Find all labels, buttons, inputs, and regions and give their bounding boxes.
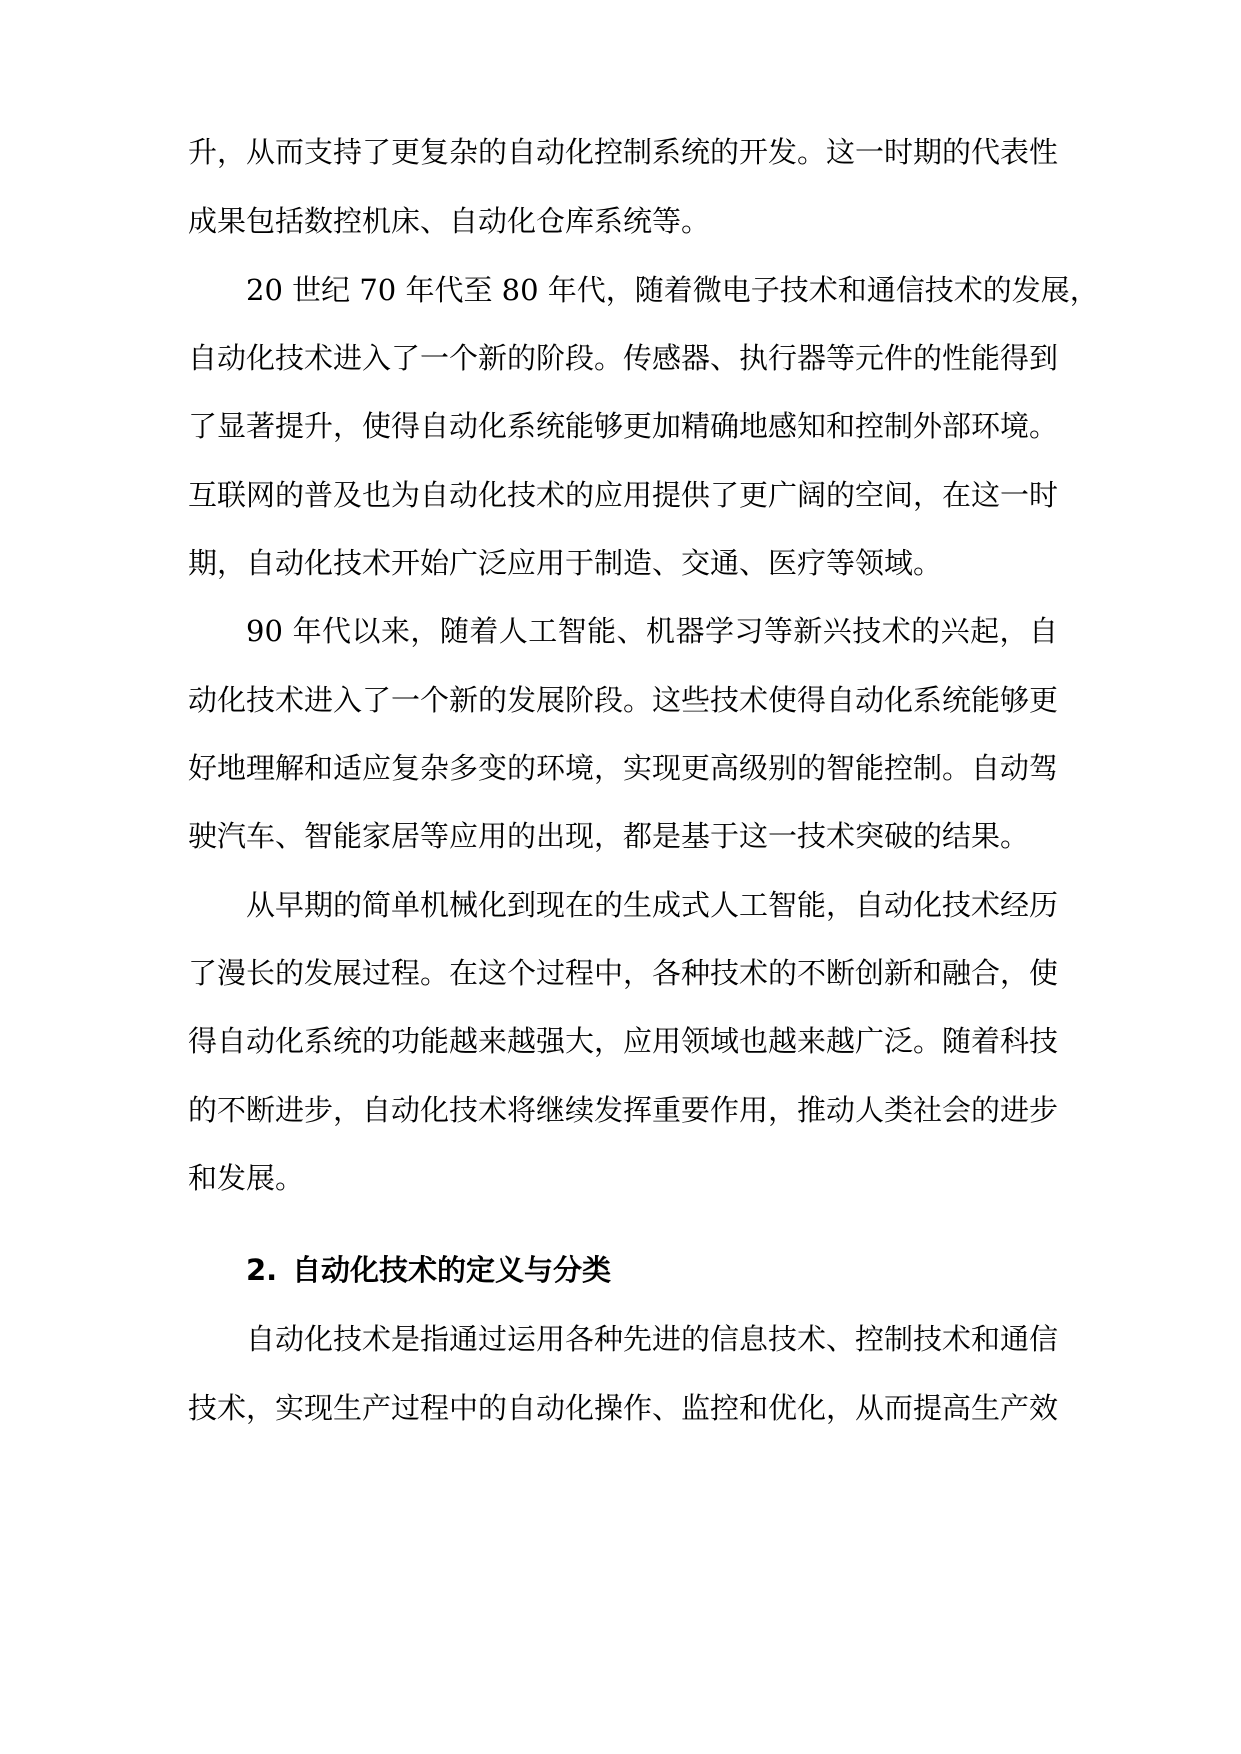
- paragraph-4-line-2: 了漫长的发展过程。在这个过程中，各种技术的不断创新和融合，使: [188, 956, 1059, 990]
- paragraph-4-line-1: 从早期的简单机械化到现在的生成式人工智能，自动化技术经历: [246, 888, 1059, 922]
- paragraph-3-line-3: 好地理解和适应复杂多变的环境，实现更高级别的智能控制。自动驾: [188, 751, 1059, 785]
- paragraph-3-line-1: 90 年代以来，随着人工智能、机器学习等新兴技术的兴起，自: [246, 614, 1058, 648]
- section-title: 自动化技术的定义与分类: [292, 1253, 612, 1287]
- paragraph-4-line-5: 和发展。: [188, 1161, 305, 1195]
- paragraph-4-line-3: 得自动化系统的功能越来越强大，应用领域也越来越广泛。随着科技: [188, 1024, 1059, 1058]
- paragraph-1-line-1: 升，从而支持了更复杂的自动化控制系统的开发。这一时期的代表性: [188, 135, 1059, 169]
- section-paragraph-line-1: 自动化技术是指通过运用各种先进的信息技术、控制技术和通信: [246, 1322, 1059, 1356]
- paragraph-4-line-4: 的不断进步，自动化技术将继续发挥重要作用，推动人类社会的进步: [188, 1093, 1059, 1127]
- paragraph-2-line-4: 互联网的普及也为自动化技术的应用提供了更广阔的空间，在这一时: [188, 478, 1059, 512]
- paragraph-3-line-2: 动化技术进入了一个新的发展阶段。这些技术使得自动化系统能够更: [188, 683, 1059, 717]
- paragraph-2-line-1: 20 世纪 70 年代至 80 年代，随着微电子技术和通信技术的发展，: [246, 273, 1099, 307]
- section-paragraph-line-2: 技术，实现生产过程中的自动化操作、监控和优化，从而提高生产效: [188, 1391, 1059, 1425]
- paragraph-3-line-4: 驶汽车、智能家居等应用的出现，都是基于这一技术突破的结果。: [188, 819, 1030, 853]
- section-heading: [246, 1250, 611, 1290]
- section-number: 2.: [246, 1253, 278, 1287]
- paragraph-2-line-3: 了显著提升，使得自动化系统能够更加精确地感知和控制外部环境。: [188, 409, 1059, 443]
- paragraph-1-line-2: 成果包括数控机床、自动化仓库系统等。: [188, 204, 711, 238]
- paragraph-2-line-5: 期，自动化技术开始广泛应用于制造、交通、医疗等领域。: [188, 546, 943, 580]
- paragraph-2-line-2: 自动化技术进入了一个新的阶段。传感器、执行器等元件的性能得到: [188, 341, 1059, 375]
